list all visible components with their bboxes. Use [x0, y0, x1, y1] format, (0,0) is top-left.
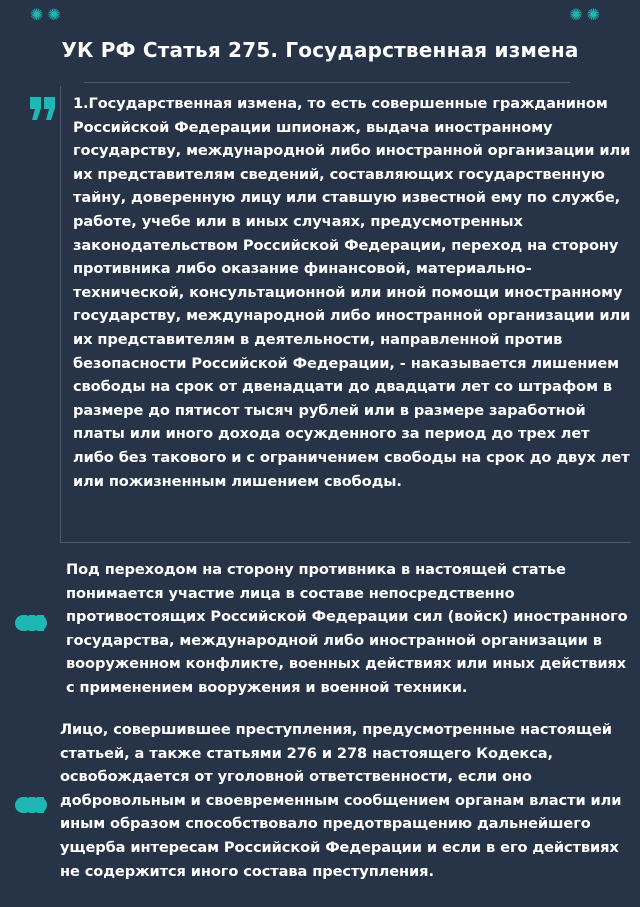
quote-chevrons-icon — [12, 794, 48, 816]
article-paragraph-3: Лицо, совершившее преступления, предусмотренные настоящей статьей, а также статьями 276 и 278 настоящего Кодекса, освобождается от уголовной ответственности, если оно добровольным и своевременным сообщением органам власти или иным образом способствовало предотвращению дальнейшего ущерба интересам Российской Федерации и если в его действиях не содержится иного состава преступления. — [60, 721, 622, 880]
sparkle-icon-group-left — [30, 7, 65, 23]
page-title: УК РФ Статья 275. Государственная измена — [61, 38, 579, 62]
sparkle-icon: ✺ — [30, 5, 48, 24]
sparkle-icon: ✺ — [47, 5, 65, 24]
quote-mark-icon — [28, 94, 58, 124]
title-divider — [84, 82, 570, 83]
sparkle-icon: ✺ — [569, 5, 587, 24]
quote-chevrons-icon — [12, 612, 48, 634]
sparkle-icon: ✺ — [586, 5, 604, 24]
article-paragraph-1: 1.Государственная измена, то есть совершенные гражданином Российской Федерации шпионаж, выдача иностранному государству, международной либо иностранной организации или их представителям сведений, составляющих государственную тайну, доверенную лицу или ставшую известной ему по службе, работе, учебе или в иных случаях, предусмотренных законодательством Российской Федерации, переход на сторону противника либо оказание финансовой, материально-технической, консультационной или иной помощи иностранному государству, международной либо иностранной организации или их представителям в деятельности, направленной против безопасности Российской Федерации, - наказывается лишением свободы на срок от двенадцати до двадцати лет со штрафом в размере до пятисот тысяч рублей или в размере заработной платы или иного дохода осужденного за период до трех лет либо без такового и с ограничением свободы на срок до двух лет или пожизненным лишением свободы. — [73, 95, 631, 490]
sparkle-icon-group-right — [569, 7, 604, 23]
article-paragraph-2: Под переходом на сторону противника в настоящей статье понимается участие лица в составе непосредственно противостоящих Российской Федерации сил (войск) иностранного государства, международной либо иностранной организации в вооруженном конфликте, военных действиях или иных действиях с применением вооружения и военной техники. — [66, 561, 628, 696]
